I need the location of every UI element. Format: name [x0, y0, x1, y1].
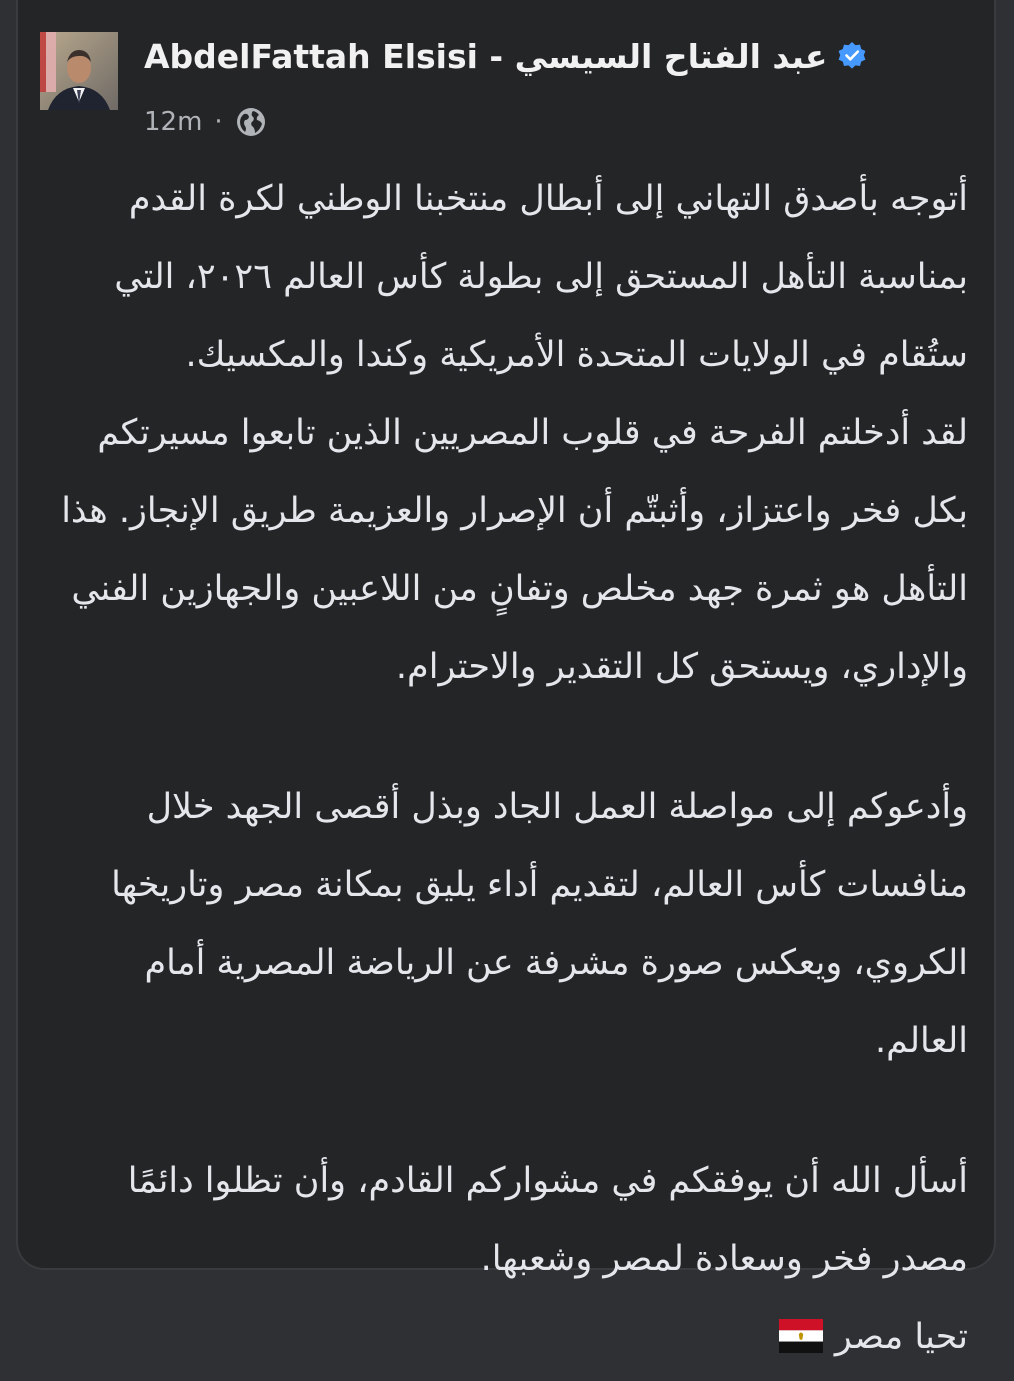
post-meta [144, 102, 267, 142]
post-closing-line [48, 1298, 968, 1376]
paragraph-spacer [48, 706, 968, 768]
post-closing-text: تحيا مصر [834, 1317, 968, 1357]
profile-avatar[interactable] [40, 32, 118, 110]
verified-badge-icon [837, 41, 867, 71]
post-text [48, 160, 968, 1376]
author-row [144, 34, 867, 78]
post-paragraph-3: وأدعوكم إلى مواصلة العمل الجاد وبذل أقصى الجهد خلال منافسات كأس العالم، لتقديم أداء يليق بمكانة مصر وتاريخها الكروي، ويعكس صورة مشرفة عن الرياضة المصرية أمام العالم. [111, 787, 968, 1061]
post-paragraph-1: أتوجه بأصدق التهاني إلى أبطال منتخبنا الوطني لكرة القدم بمناسبة التأهل المستحق إلى بطولة كأس العالم ٢٠٢٦، التي ستُقام في الولايات المتحدة الأمريكية وكندا والمكسيك. [114, 179, 968, 375]
egypt-flag-icon [779, 1303, 823, 1337]
author-name[interactable]: AbdelFattah Elsisi - عبد الفتاح السيسي [144, 36, 828, 76]
globe-icon[interactable] [235, 106, 267, 138]
paragraph-spacer [48, 1080, 968, 1142]
avatar-portrait-icon [40, 32, 118, 110]
post-paragraph-2: لقد أدخلتم الفرحة في قلوب المصريين الذين تابعوا مسيرتكم بكل فخر واعتزاز، وأثبتّم أن الإصرار والعزيمة طريق الإنجاز. هذا التأهل هو ثمرة جهد مخلص وتفانٍ من اللاعبين والجهازين الفني والإداري، ويستحق كل التقدير والاحترام. [61, 413, 968, 687]
meta-separator: · [214, 107, 223, 137]
post-card [16, 0, 996, 1357]
post-timestamp[interactable]: 12m [144, 107, 203, 137]
post-header [40, 28, 980, 148]
post-paragraph-4: أسأل الله أن يوفقكم في مشواركم القادم، وأن تظلوا دائمًا مصدر فخر وسعادة لمصر وشعبها. [127, 1161, 968, 1279]
